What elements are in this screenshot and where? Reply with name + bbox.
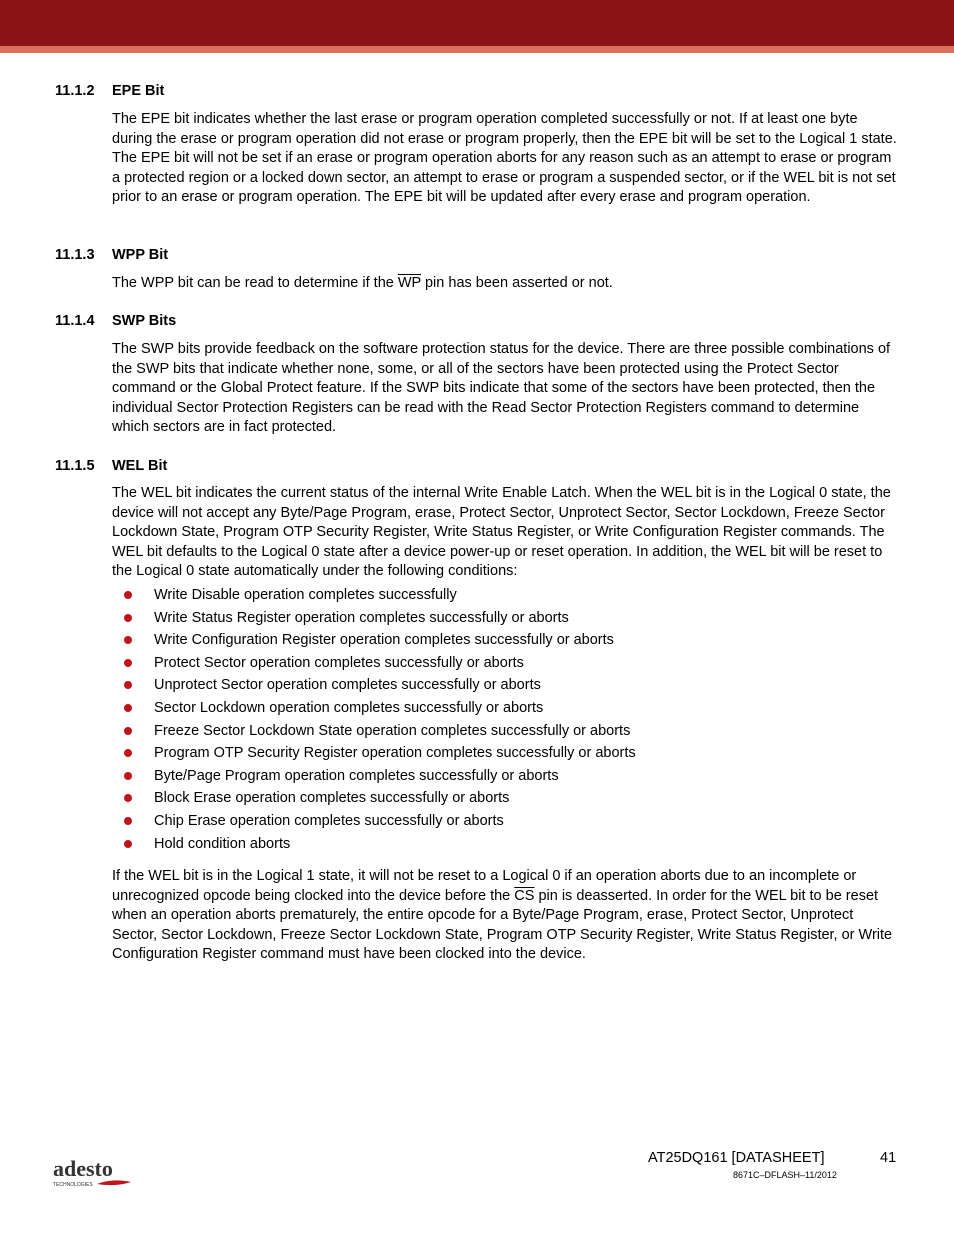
list-item: Byte/Page Program operation completes successfully or aborts — [112, 766, 636, 789]
section-body-wel-followup — [112, 867, 897, 965]
section-title: SWP Bits — [112, 313, 177, 329]
list-item: Freeze Sector Lockdown State operation completes successfully or aborts — [112, 721, 636, 744]
section-title: WEL Bit — [112, 458, 168, 474]
adesto-logo — [53, 1157, 135, 1189]
doc-code: 8671C–DFLASH–11/2012 — [733, 1170, 837, 1180]
section-heading-epe — [55, 83, 164, 99]
body-text: If the WEL bit is in the Logical 1 state, it will not be reset to a Logical 0 if an operation aborts due to an incomplete or unrecognized opcode being clocked into the device before the — [112, 868, 857, 904]
section-heading-wpp — [55, 247, 168, 263]
section-number: 11.1.3 — [55, 247, 95, 263]
section-body-swp: The SWP bits provide feedback on the software protection status for the device. There are three possible combinations of the SWP bits that indicate whether none, some, or all of the sectors have been protected using the Protect Sector command or the Global Protect feature. If the SWP bits indicate that some of the sectors have been protected, then the individual Sector Protection Registers can be read with the Read Sector Protection Registers command to determine which sectors are in fact protected. — [112, 341, 891, 435]
bullet-dot — [124, 727, 132, 735]
doc-title: AT25DQ161 [DATASHEET] — [648, 1150, 825, 1166]
body-text: pin is deasserted. In order for the WEL bit to be reset when an operation aborts prematurely, the entire opcode for a Byte/Page Program, erase, Protect Sector, Unprotect Sector, Sector Lockdown, Freeze Sector Lockdown State, Program OTP Security Register, Write Status Register, or Write Configuration Register command must have been clocked into the device. — [112, 887, 893, 962]
cs-signal-name: $\overline{CS}$ — [514, 887, 535, 904]
wp-signal-name: $\overline{WP}$ — [397, 275, 421, 291]
list-item: Write Disable operation completes successfully — [112, 585, 636, 608]
header-stripe — [0, 46, 954, 53]
list-item: Block Erase operation completes successfully or aborts — [112, 788, 636, 811]
list-item: Unprotect Sector operation completes successfully or aborts — [112, 675, 636, 698]
section-heading-swp — [55, 313, 176, 329]
list-item: Program OTP Security Register operation completes successfully or aborts — [112, 743, 636, 766]
page-number: 41 — [880, 1150, 897, 1166]
bullet-dot — [124, 681, 132, 689]
bullet-dot — [124, 840, 132, 848]
bullet-dot — [124, 704, 132, 712]
bullet-dot — [124, 749, 132, 757]
bullet-dot — [124, 659, 132, 667]
section-title: EPE Bit — [112, 83, 165, 99]
list-item: Hold condition aborts — [112, 834, 636, 857]
section-heading-wel — [55, 458, 167, 474]
section-title: WPP Bit — [112, 247, 169, 263]
list-item: Write Configuration Register operation completes successfully or aborts — [112, 630, 636, 653]
section-number: 11.1.4 — [55, 313, 95, 329]
body-text: pin has been asserted or not. — [420, 275, 613, 291]
logo-swoosh-icon — [97, 1180, 131, 1185]
section-body-wpp — [112, 274, 897, 294]
bullet-dot — [124, 772, 132, 780]
list-item: Chip Erase operation completes successfully or aborts — [112, 811, 636, 834]
bullet-dot — [124, 591, 132, 599]
section-number: 11.1.5 — [55, 458, 95, 474]
bullet-dot — [124, 636, 132, 644]
wel-reset-conditions-list — [112, 585, 636, 856]
section-number: 11.1.2 — [55, 83, 95, 99]
body-text: The WPP bit can be read to determine if the — [112, 275, 398, 291]
header-bar — [0, 0, 954, 46]
logo-subtext: TECHNOLOGIES — [53, 1182, 93, 1188]
bullet-dot — [124, 614, 132, 622]
section-body-epe: The EPE bit indicates whether the last erase or program operation completed successfully or not. If at least one byte during the erase or program operation did not erase or program properly, then the EPE bit will be set to the Logical 1 state. The EPE bit will not be set if an erase or program operation aborts for any reason such as an attempt to erase or program a protected region or a locked down sector, an attempt to erase or program a suspended sector, or if the WEL bit is not set prior to an erase or program operation. The EPE bit will be updated after every erase and program operation. — [112, 111, 897, 205]
section-body-wel: The WEL bit indicates the current status of the internal Write Enable Latch. When the WEL bit is in the Logical 0 state, the device will not accept any Byte/Page Program, erase, Protect Sector, Unprotect Sector, Sector Lockdown, Freeze Sector Lockdown State, Program OTP Security Register, Write Status Register, or Write Configuration Register commands. The WEL bit defaults to the Logical 0 state after a device power-up or reset operation. In addition, the WEL bit will be reset to the Logical 0 state automatically under the following conditions: — [112, 485, 891, 579]
list-item: Protect Sector operation completes successfully or aborts — [112, 653, 636, 676]
list-item: Write Status Register operation completes successfully or aborts — [112, 608, 636, 631]
bullet-dot — [124, 794, 132, 802]
logo-wordmark: adesto — [53, 1157, 113, 1181]
list-item: Sector Lockdown operation completes successfully or aborts — [112, 698, 636, 721]
bullet-dot — [124, 817, 132, 825]
